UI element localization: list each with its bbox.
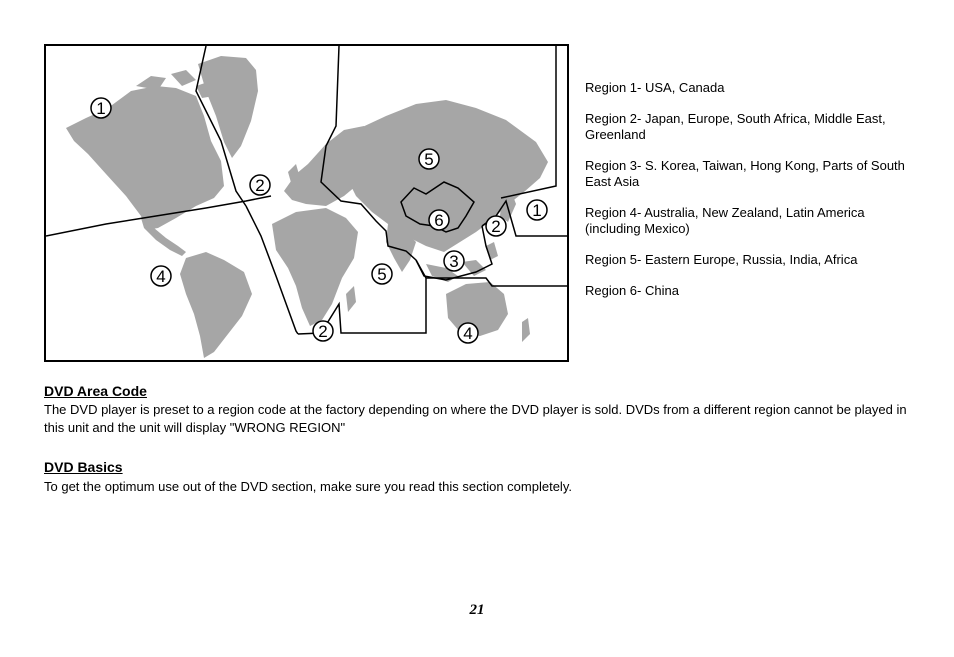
continents	[66, 56, 548, 358]
region-marker-5	[372, 264, 392, 284]
region-marker-label: 2	[491, 217, 501, 236]
region-3-description: Region 3- S. Korea, Taiwan, Hong Kong, Parts of South East Asia	[585, 158, 905, 189]
region-marker-4	[458, 323, 478, 343]
region-marker-5	[419, 149, 439, 169]
region-marker-label: 6	[434, 211, 444, 230]
region-marker-label: 3	[449, 252, 459, 271]
dvd-basics-heading: DVD Basics	[44, 459, 123, 475]
region-marker-2	[313, 321, 333, 341]
region-marker-6	[429, 210, 449, 230]
page-number: 21	[469, 602, 485, 618]
world-map-graphic	[46, 46, 567, 360]
region-marker-1	[527, 200, 547, 220]
asia-landmass	[346, 100, 548, 252]
region-marker-label: 2	[318, 322, 328, 341]
region-marker-label: 4	[463, 324, 473, 343]
dvd-area-code-text: The DVD player is preset to a region code at the factory depending on where the DVD player is sold. DVDs from a different region cannot be played in this unit and the unit will display "WRONG REGION"	[44, 402, 907, 435]
region-1-description: Region 1- USA, Canada	[585, 80, 725, 95]
madagascar-landmass	[346, 286, 356, 312]
africa-landmass	[272, 208, 358, 326]
region-marker-label: 1	[532, 201, 542, 220]
region-4-description: Region 4- Australia, New Zealand, Latin America (including Mexico)	[585, 205, 865, 236]
region-marker-label: 5	[377, 265, 387, 284]
region-legend	[585, 80, 920, 314]
region-5-description: Region 5- Eastern Europe, Russia, India, Africa	[585, 252, 858, 267]
region-marker-label: 4	[156, 267, 166, 286]
new-zealand-landmass	[522, 318, 530, 342]
region-marker-1	[91, 98, 111, 118]
region-marker-4	[151, 266, 171, 286]
dvd-area-code-heading: DVD Area Code	[44, 383, 147, 399]
region-marker-label: 2	[255, 176, 265, 195]
region-marker-label: 1	[96, 99, 106, 118]
region-marker-label: 5	[424, 150, 434, 169]
region-2-description: Region 2- Japan, Europe, South Africa, Middle East, Greenland	[585, 111, 886, 142]
dvd-basics-text: To get the optimum use out of the DVD section, make sure you read this section completely.	[44, 479, 572, 494]
region-marker-3	[444, 251, 464, 271]
world-region-map	[44, 44, 569, 362]
region-6-description: Region 6- China	[585, 283, 679, 298]
region-marker-2	[250, 175, 270, 195]
region-marker-2	[486, 216, 506, 236]
south-america-landmass	[180, 252, 252, 358]
